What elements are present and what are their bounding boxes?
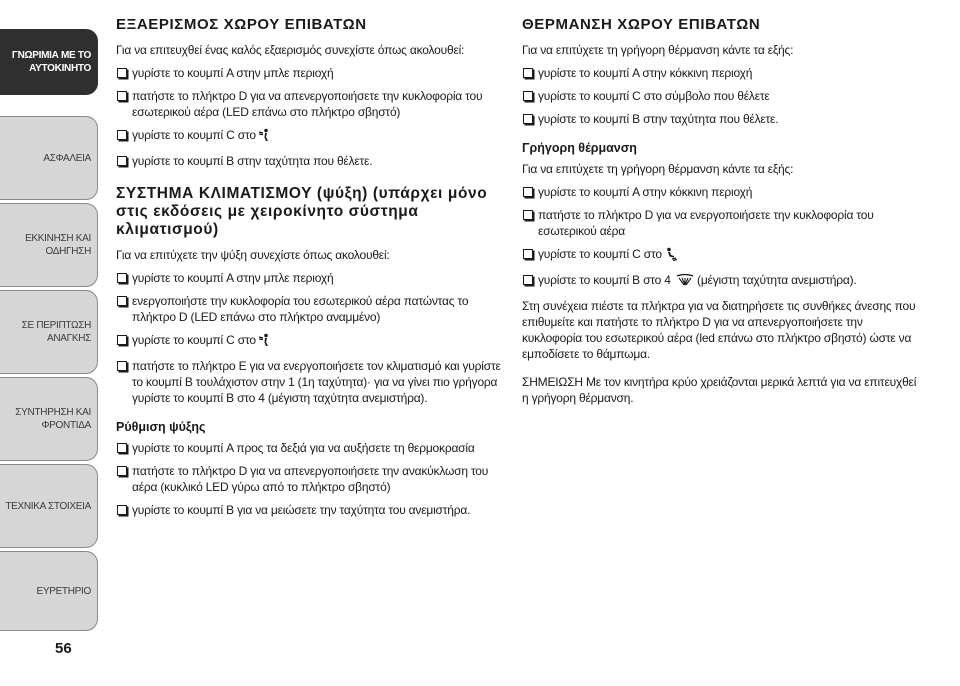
rapid-heating-paragraph: Στη συνέχεια πιέστε τα πλήκτρα για να διατηρήσετε τις συνθήκες άνεσης που επιθυμείτε και πατήστε το πλήκτρο D για να απενεργοποιήσετε την κυκλοφορία του εσωτερικού αέρα (led επάνω στο πλήκτρο σβηστό) ώστε να εμποδίσετε το θάμπωμα. <box>522 299 916 361</box>
list-item: γυρίστε το κουμπί A στην κόκκινη περιοχή <box>522 65 922 81</box>
section-title-cooling-adjustment: Ρύθμιση ψύξης <box>116 420 206 434</box>
cooling-adjustment-steps <box>116 440 508 518</box>
page-number: 56 <box>55 640 72 657</box>
list-item: γυρίστε το κουμπί B στην ταχύτητα που θέλετε. <box>116 153 508 169</box>
section-title-heating: ΘΕΡΜΑΝΣΗ ΧΩΡΟΥ ΕΠΙΒΑΤΩΝ <box>522 16 761 33</box>
list-item: γυρίστε το κουμπί B στην ταχύτητα που θέλετε. <box>522 111 922 127</box>
heating-intro: Για να επιτύχετε τη γρήγορη θέρμανση κάντε τα εξής: <box>522 43 794 57</box>
list-item-text: γυρίστε το κουμπί C στο <box>132 128 256 142</box>
list-item-text: γυρίστε το κουμπί C στο <box>538 247 662 261</box>
tab-label: ΣΕ ΠΕΡΙΠΤΩΣΗ ΑΝΑΓΚΗΣ <box>21 320 91 344</box>
tab-label: ΕΥΡΕΤΗΡΙΟ <box>36 585 91 597</box>
list-item: πατήστε το πλήκτρο D για να απενεργοποιήσετε την κυκλοφορία του εσωτερικού αέρα (LED επάνω στο πλήκτρο σβηστό) <box>116 88 508 120</box>
list-item <box>116 127 508 146</box>
list-item: πατήστε το πλήκτρο D για να ενεργοποιήσετε την κυκλοφορία του εσωτερικού αέρα <box>522 207 922 239</box>
tab-getting-to-know-car[interactable] <box>0 29 98 95</box>
tab-maintenance[interactable] <box>0 377 98 461</box>
section-title-ventilation: ΕΞΑΕΡΙΣΜΟΣ ΧΩΡΟΥ ΕΠΙΒΑΤΩΝ <box>116 16 367 33</box>
list-item: γυρίστε το κουμπί A στην μπλε περιοχή <box>116 270 508 286</box>
list-item: γυρίστε το κουμπί C στο σύμβολο που θέλετε <box>522 88 922 104</box>
list-item <box>522 246 922 265</box>
list-item: γυρίστε το κουμπί A στην μπλε περιοχή <box>116 65 508 81</box>
chapter-tabs <box>0 0 100 686</box>
list-item: γυρίστε το κουμπί B για να μειώσετε την ταχύτητα του ανεμιστήρα. <box>116 502 508 518</box>
list-item: πατήστε το πλήκτρο E για να ενεργοποιήσετε τον κλιματισμό και γυρίστε το κουμπί B τουλάχιστον στην 1 (1η ταχύτητα)· για να γίνει πιο γρήγορα γυρίστε το κουμπί B στο 4 (μέγιστη ταχύτητα ανεμιστήρα). <box>116 358 508 406</box>
section-title-rapid-heating: Γρήγορη θέρμανση <box>522 141 637 155</box>
rapid-heating-intro: Για να επιτύχετε τη γρήγορη θέρμανση κάντε τα εξής: <box>522 162 794 176</box>
list-item <box>522 272 922 291</box>
list-item <box>116 332 508 351</box>
ventilation-steps <box>116 65 508 169</box>
tab-label: ΓΝΩΡΙΜΙΑ ΜΕ ΤΟ ΑΥΤΟΚΙΝΗΤΟ <box>11 50 91 74</box>
left-column <box>116 16 508 525</box>
tab-label: ΣΥΝΤΗΡΗΣΗ ΚΑΙ ΦΡΟΝΤΙΔΑ <box>15 407 91 431</box>
tab-technical-data[interactable] <box>0 464 98 548</box>
fan-icon <box>676 274 694 291</box>
list-item: γυρίστε το κουμπί A προς τα δεξιά για να αυξήσετε τη θερμοκρασία <box>116 440 508 456</box>
person-vent-feet-icon <box>664 247 678 265</box>
list-item-text-suffix: (μέγιστη ταχύτητα ανεμιστήρα). <box>697 273 857 287</box>
ventilation-intro: Για να επιτευχθεί ένας καλός εξαερισμός συνεχίστε όπως ακολουθεί: <box>116 43 465 57</box>
person-vent-face-icon <box>258 128 270 146</box>
tab-safety[interactable] <box>0 116 98 200</box>
right-column <box>522 16 922 413</box>
person-vent-face-icon <box>258 333 270 351</box>
heating-steps <box>522 65 922 127</box>
rapid-heating-steps <box>522 184 922 291</box>
ac-intro: Για να επιτύχετε την ψύξη συνεχίστε όπως ακολουθεί: <box>116 248 390 262</box>
tab-label: ΕΚΚΙΝΗΣΗ ΚΑΙ ΟΔΗΓΗΣΗ <box>25 233 91 257</box>
note: ΣΗΜΕΙΩΣΗ Με τον κινητήρα κρύο χρειάζονται μερικά λεπτά για να επιτευχθεί η γρήγορη θέρμανση. <box>522 375 917 405</box>
tab-label: ΑΣΦΑΛΕΙΑ <box>43 152 91 164</box>
list-item: γυρίστε το κουμπί A στην κόκκινη περιοχή <box>522 184 922 200</box>
list-item-text: γυρίστε το κουμπί B στο 4 <box>538 273 671 287</box>
section-title-air-conditioning: ΣΥΣΤΗΜΑ ΚΛΙΜΑΤΙΣΜΟΥ (ψύξη) (υπάρχει μόνο στις εκδόσεις με χειροκίνητο σύστημα κλιματισμού) <box>116 185 488 238</box>
ac-steps <box>116 270 508 406</box>
tab-index[interactable] <box>0 551 98 631</box>
tab-label: ΤΕΧΝΙΚΑ ΣΤΟΙΧΕΙΑ <box>5 500 91 512</box>
tab-starting-driving[interactable] <box>0 203 98 287</box>
list-item: ενεργοποιήστε την κυκλοφορία του εσωτερικού αέρα πατώντας το πλήκτρο D (LED επάνω στο πλήκτρο αναμμένο) <box>116 293 508 325</box>
list-item-text: γυρίστε το κουμπί C στο <box>132 333 256 347</box>
list-item: πατήστε το πλήκτρο D για να απενεργοποιήσετε την ανακύκλωση του αέρα (κυκλικό LED γύρω από το πλήκτρο σβηστό) <box>116 463 508 495</box>
tab-emergency[interactable] <box>0 290 98 374</box>
